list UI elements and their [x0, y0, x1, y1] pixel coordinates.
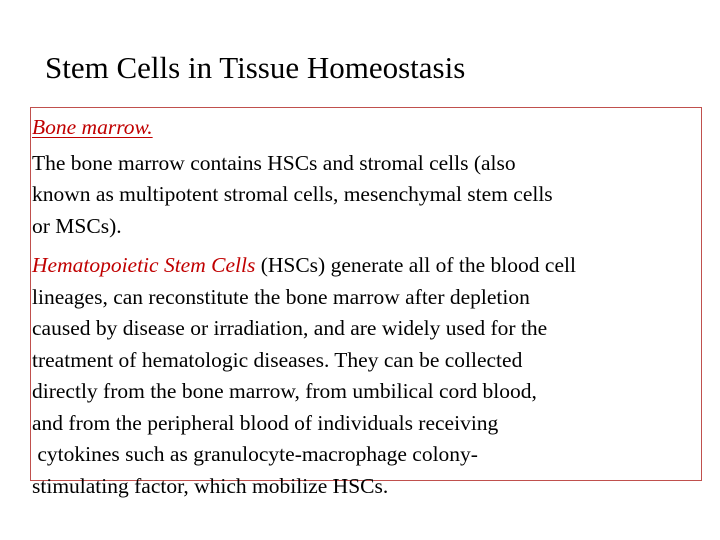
paragraph-line: treatment of hematologic diseases. They can be collected [32, 347, 523, 372]
paragraph-line: lineages, can reconstitute the bone marrow after depletion [32, 284, 530, 309]
paragraph-line: cytokines such as granulocyte-macrophage colony- [32, 442, 478, 466]
slide-title: Stem Cells in Tissue Homeostasis [45, 50, 466, 85]
paragraph-bone-marrow [32, 148, 700, 243]
paragraph-hsc [32, 250, 700, 502]
paragraph-line: caused by disease or irradiation, and are widely used for the [32, 316, 548, 340]
paragraph-line [32, 250, 700, 282]
paragraph-line: directly from the bone marrow, from umbilical cord blood, [32, 379, 537, 403]
paragraph-line: and from the peripheral blood of individuals receiving [32, 410, 499, 435]
paragraph-line: or MSCs). [32, 213, 122, 238]
paragraph-line: stimulating factor, which mobilize HSCs. [32, 473, 389, 498]
section-heading: Bone marrow. [32, 115, 153, 139]
paragraph-line: The bone marrow contains HSCs and stromal cells (also [32, 150, 516, 175]
paragraph-line: known as multipotent stromal cells, mesenchymal stem cells [32, 182, 553, 206]
paragraph-line-rest: (HSCs) generate all of the blood cell [255, 253, 576, 277]
content-text [32, 112, 700, 510]
hsc-term: Hematopoietic Stem Cells [32, 253, 256, 277]
